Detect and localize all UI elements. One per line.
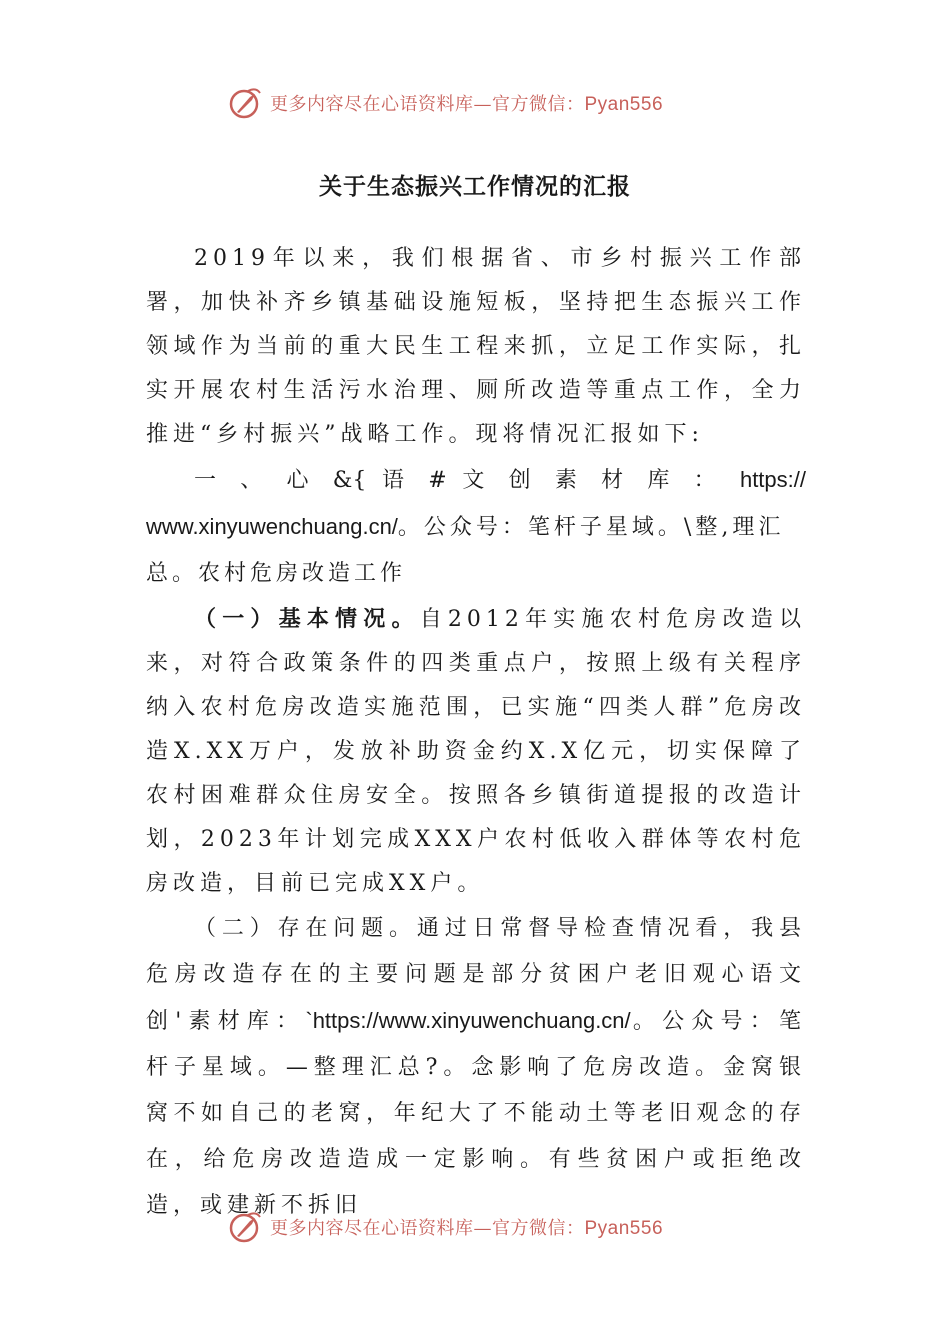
section1-chars: 一 、 心 &{ 语 # 文 创 素 材 库 ： [194,468,725,493]
sub1-paragraph [146,597,806,906]
section1-url: https:// [739,467,806,492]
banner-text: 更多内容尽在心语资料库—官方微信：Pyan556 [270,1218,664,1239]
intro-paragraph: 2019年以来，我们根据省、市乡村振兴工作部署，加快补齐乡镇基础设施短板，坚持把生态振兴工作领域作为当前的重大民生工程来抓，立足工作实际，扎实开展农村生活污水治理、厕所改造等重点工作，全力推进“乡村振兴”战略工作。现将情况汇报如下: [146,246,806,447]
section1-line2 [146,504,806,551]
section1-line2-rest: 。公众号：笔杆子星域。\整,理汇 [397,515,785,540]
sub2-paragraph [146,906,806,1229]
section1-line3: 总。农村危房改造工作 [146,561,407,586]
sub2-part2: 。公众号：笔杆子星域。—整理汇总?。念影响了危房改造。金窝银窝不如自己的老窝，年纪大了不能动土等老旧观念的存在，给危房改造造成一定影响。有些贫困户或拒绝改造，或建新不拆旧 [146,1009,806,1218]
footer-banner [0,1207,950,1247]
section1-line2-url: www.xinyuwenchuang.cn/ [146,514,398,539]
header-banner [0,83,950,123]
sub1-heading: （一）基本情况。 [194,606,420,632]
pen-nib-logo-icon [228,85,264,121]
banner-text: 更多内容尽在心语资料库—官方微信：Pyan556 [270,94,664,115]
document-body [146,237,806,1229]
sub2-url: `https://www.xinyuwenchuang.cn/ [305,1008,631,1033]
wechat-id: Pyan556 [584,1218,664,1239]
page-title: 关于生态振兴工作情况的汇报 [319,173,631,200]
section1-heading-line [146,457,806,504]
sub1-body: 自2012年实施农村危房改造以来，对符合政策条件的四类重点户，按照上级有关程序纳入农村危房改造实施范围，已实施“四类人群”危房改造X.XX万户，发放补助资金约X.X亿元，切实保障了农村困难群众住房安全。按照各乡镇街道提报的改造计划，2023年计划完成XXX户农村低收入群体等农村危房改造，目前已完成XX户。 [146,607,806,896]
wechat-id: Pyan556 [584,94,664,115]
sub2-part1: （二）存在问题。通过日常督导检查情况看，我县危房改造存在的主要问题是部分贫困户老旧观心语文创'素材库： [146,916,806,1034]
pen-nib-logo-icon [228,1209,264,1245]
